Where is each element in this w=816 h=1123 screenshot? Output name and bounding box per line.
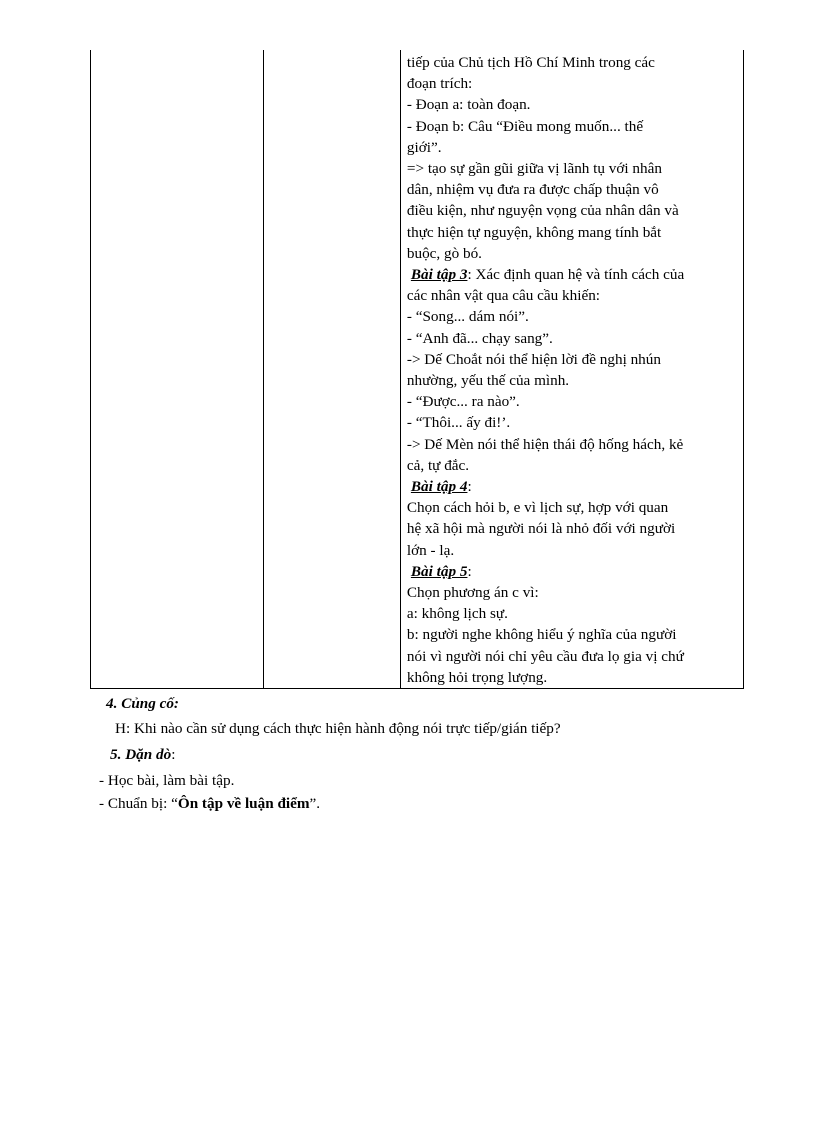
table-row: [91, 50, 744, 689]
table-cell-method: [263, 50, 400, 689]
section-5-title-line: [110, 744, 175, 765]
exercise-4-heading: Bài tập 4: [410, 478, 468, 496]
exercise-5-heading: Bài tập 5: [410, 562, 468, 580]
exercise-3-heading: Bài tập 3: [410, 266, 468, 284]
content-line: b: người nghe không hiểu ý nghĩa của người: [406, 626, 677, 644]
content-line: nói vì người nói chỉ yêu cầu đưa lọ gia vị chứ: [406, 647, 684, 665]
content-line: điều kiện, như nguyện vọng của nhân dân và: [406, 202, 679, 220]
section-5-item-2-title: Ôn tập về luận điểm: [177, 795, 310, 812]
section-5-item-2: [99, 793, 320, 814]
content-line: không hỏi trọng lượng.: [406, 668, 548, 686]
lesson-table: [90, 50, 744, 689]
section-5-item-2-suffix: ”.: [309, 795, 321, 812]
section-4-question: H: Khi nào cần sử dụng cách thực hiện hành động nói trực tiếp/gián tiếp?: [115, 720, 561, 737]
section-5-title-rest: :: [171, 746, 176, 763]
content-line: các nhân vật qua câu cầu khiến:: [406, 287, 601, 305]
exercise-3-heading-line: [407, 264, 737, 285]
content-line: - “Anh đã... chạy sang”.: [406, 329, 553, 347]
content-line: - Đoạn a: toàn đoạn.: [406, 96, 531, 114]
section-5-item-2-prefix: - Chuẩn bị: “: [99, 795, 178, 812]
table-cell-content: [400, 50, 743, 689]
exercise-4-heading-line: [407, 476, 737, 497]
section-4-title: 4. Củng cố:: [106, 695, 179, 712]
content-line: -> Dế Choắt nói thể hiện lời đề nghị nhún: [406, 350, 661, 368]
exercise-4-heading-rest: :: [467, 478, 472, 496]
section-5-item-1: - Học bài, làm bài tập.: [99, 772, 235, 789]
content-line: lớn - lạ.: [406, 541, 455, 559]
exercise-3-heading-rest: : Xác định quan hệ và tính cách của: [467, 266, 685, 284]
content-line: hệ xã hội mà người nói là nhỏ đối với người: [406, 520, 676, 538]
content-line: nhường, yếu thế của mình.: [406, 372, 570, 390]
section-5-title: 5. Dặn dò: [110, 746, 172, 763]
exercise-5-heading-rest: :: [467, 562, 472, 580]
content-line: - Đoạn b: Câu “Điều mong muốn... thế: [406, 117, 644, 135]
content-line: - “Song... dám nói”.: [406, 308, 529, 326]
content-line: buộc, gò bó.: [406, 244, 482, 262]
content-line: - “Được... ra nào”.: [406, 393, 520, 411]
content-line: Chọn cách hỏi b, e vì lịch sự, hợp với quan: [406, 499, 669, 517]
content-line: cả, tự đắc.: [406, 456, 470, 474]
content-line: a: không lịch sự.: [406, 605, 508, 623]
content-line: đoạn trích:: [406, 75, 473, 93]
exercise-5-heading-line: [407, 561, 737, 582]
content-line: giới”.: [406, 138, 442, 156]
content-line: tiếp của Chủ tịch Hồ Chí Minh trong các: [406, 54, 655, 71]
table-cell-activity: [91, 50, 264, 689]
content-line: - “Thôi... ấy đi!’.: [406, 414, 511, 432]
content-line: thực hiện tự nguyện, không mang tính bắt: [406, 223, 662, 241]
content-line: -> Dế Mèn nói thể hiện thái độ hống hách, kẻ: [406, 435, 684, 453]
content-line: dân, nhiệm vụ đưa ra được chấp thuận vô: [406, 181, 659, 199]
content-line: => tạo sự gần gũi giữa vị lãnh tụ với nhân: [406, 160, 662, 178]
content-line: Chọn phương án c vì:: [406, 584, 539, 602]
